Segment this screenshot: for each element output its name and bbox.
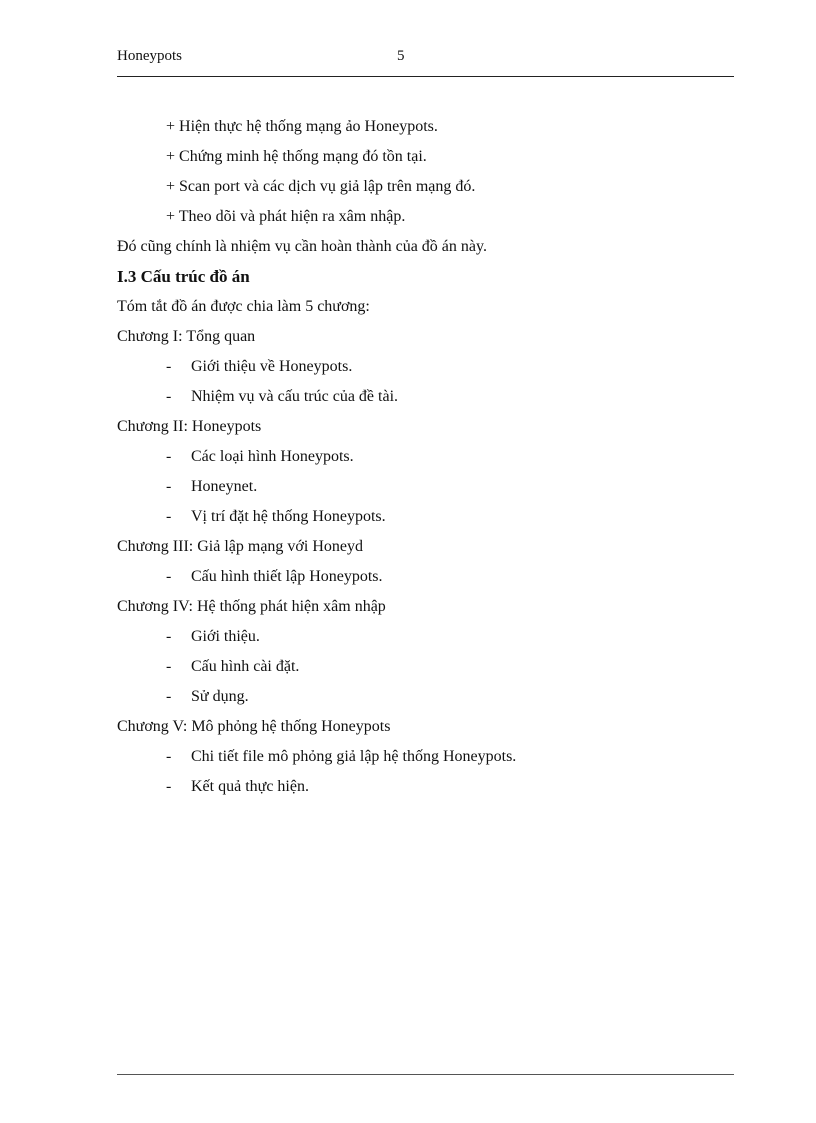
list-item-text: Kết quả thực hiện. [191,778,309,795]
dash-marker: - [166,568,172,585]
list-item [117,382,734,412]
chapter-title: Chương V: Mô phỏng hệ thống Honeypots [117,718,391,735]
plus-item: + Chứng minh hệ thống mạng đó tồn tại. [166,148,427,165]
list-item [117,652,734,682]
list-item [117,742,734,772]
list-item-text: Vị trí đặt hệ thống Honeypots. [191,508,386,525]
section-heading: I.3 Cấu trúc đồ án [117,267,250,286]
list-item-text: Cấu hình cài đặt. [191,658,300,675]
plus-item: + Scan port và các dịch vụ giả lập trên mạng đó. [166,178,476,195]
list-item [117,502,734,532]
chapter-title: Chương IV: Hệ thống phát hiện xâm nhập [117,598,386,615]
dash-marker: - [166,628,172,645]
chapter-title: Chương I: Tổng quan [117,328,256,345]
list-item [117,682,734,712]
intro-paragraph: Tóm tắt đồ án được chia làm 5 chương: [117,298,370,315]
dash-marker: - [166,658,172,675]
footer-divider [117,1074,734,1075]
list-item-text: Chi tiết file mô phỏng giả lập hệ thống Honeypots. [191,748,517,765]
list-item-text: Giới thiệu. [191,628,260,645]
list-item-text: Nhiệm vụ và cấu trúc của đề tài. [191,388,399,405]
list-item-text: Sử dụng. [191,688,249,705]
dash-marker: - [166,388,172,405]
chapter-title: Chương III: Giả lập mạng với Honeyd [117,538,363,555]
plus-item: + Theo dõi và phát hiện ra xâm nhập. [166,208,406,225]
dash-marker: - [166,688,172,705]
summary-paragraph: Đó cũng chính là nhiệm vụ cần hoàn thành của đồ án này. [117,238,487,255]
dash-marker: - [166,448,172,465]
list-item [117,352,734,382]
dash-marker: - [166,748,172,765]
list-item [117,472,734,502]
dash-marker: - [166,508,172,525]
chapter-title: Chương II: Honeypots [117,418,262,435]
list-item [117,442,734,472]
dash-marker: - [166,478,172,495]
plus-item: + Hiện thực hệ thống mạng ảo Honeypots. [166,118,438,135]
list-item [117,772,734,802]
list-item-text: Cấu hình thiết lập Honeypots. [191,568,383,585]
document-body [117,112,734,802]
dash-marker: - [166,358,172,375]
dash-marker: - [166,778,172,795]
list-item [117,562,734,592]
list-item-text: Các loại hình Honeypots. [191,448,354,465]
header-title: Honeypots [117,48,182,64]
list-item-text: Honeynet. [191,478,258,495]
list-item [117,622,734,652]
list-item-text: Giới thiệu về Honeypots. [191,358,353,375]
page-header [117,46,734,77]
page-number: 5 [397,48,405,64]
